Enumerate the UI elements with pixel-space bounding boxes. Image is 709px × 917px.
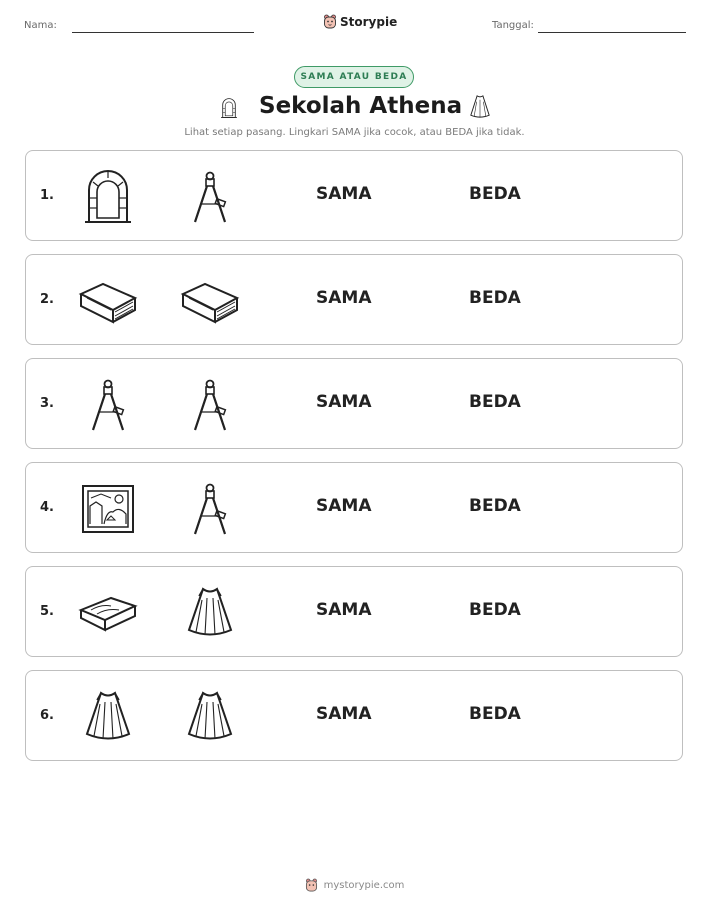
option-different[interactable]: BEDA: [469, 288, 521, 308]
option-different[interactable]: BEDA: [469, 496, 521, 516]
option-different[interactable]: BEDA: [469, 704, 521, 724]
row-number: 5.: [40, 604, 54, 619]
question-row-2: [25, 254, 683, 345]
question-row-1: [25, 150, 683, 241]
row-number: 4.: [40, 500, 54, 515]
cape-icon: [179, 584, 241, 642]
worksheet-header: [24, 14, 687, 36]
activity-badge: SAMA ATAU BEDA: [294, 66, 414, 88]
question-row-3: [25, 358, 683, 449]
framed-painting-icon: [77, 480, 139, 538]
option-same[interactable]: SAMA: [316, 392, 372, 412]
title-row: [0, 92, 709, 124]
option-same[interactable]: SAMA: [316, 600, 372, 620]
name-field[interactable]: [72, 32, 254, 33]
row-number: 1.: [40, 188, 54, 203]
footer-url: mystorypie.com: [323, 880, 405, 891]
option-different[interactable]: BEDA: [469, 184, 521, 204]
compass-icon: [77, 376, 139, 434]
question-row-4: [25, 462, 683, 553]
row-number: 2.: [40, 292, 54, 307]
date-label: Tanggal:: [492, 20, 534, 31]
page-title: Sekolah Athena: [259, 93, 463, 119]
arched-window-icon: [77, 168, 139, 226]
option-same[interactable]: SAMA: [316, 704, 372, 724]
instructions: Lihat setiap pasang. Lingkari SAMA jika cocok, atau BEDA jika tidak.: [184, 127, 525, 138]
name-label: Nama:: [24, 20, 57, 31]
footer: [0, 878, 709, 893]
row-number: 6.: [40, 708, 54, 723]
storypie-logo-icon: [305, 878, 318, 893]
cape-icon: [465, 93, 495, 125]
clay-tablet-icon: [77, 584, 139, 642]
storypie-logo-icon: [323, 14, 337, 30]
compass-icon: [179, 168, 241, 226]
brand: [323, 14, 397, 30]
option-same[interactable]: SAMA: [316, 496, 372, 516]
question-row-6: [25, 670, 683, 761]
option-different[interactable]: BEDA: [469, 392, 521, 412]
brand-name: Storypie: [340, 15, 398, 29]
compass-icon: [179, 480, 241, 538]
compass-icon: [179, 376, 241, 434]
cape-icon: [179, 688, 241, 746]
option-same[interactable]: SAMA: [316, 288, 372, 308]
row-number: 3.: [40, 396, 54, 411]
date-field[interactable]: [538, 32, 686, 33]
option-different[interactable]: BEDA: [469, 600, 521, 620]
book-icon: [179, 272, 241, 330]
arched-window-icon: [216, 93, 242, 125]
book-icon: [77, 272, 139, 330]
cape-icon: [77, 688, 139, 746]
option-same[interactable]: SAMA: [316, 184, 372, 204]
question-row-5: [25, 566, 683, 657]
